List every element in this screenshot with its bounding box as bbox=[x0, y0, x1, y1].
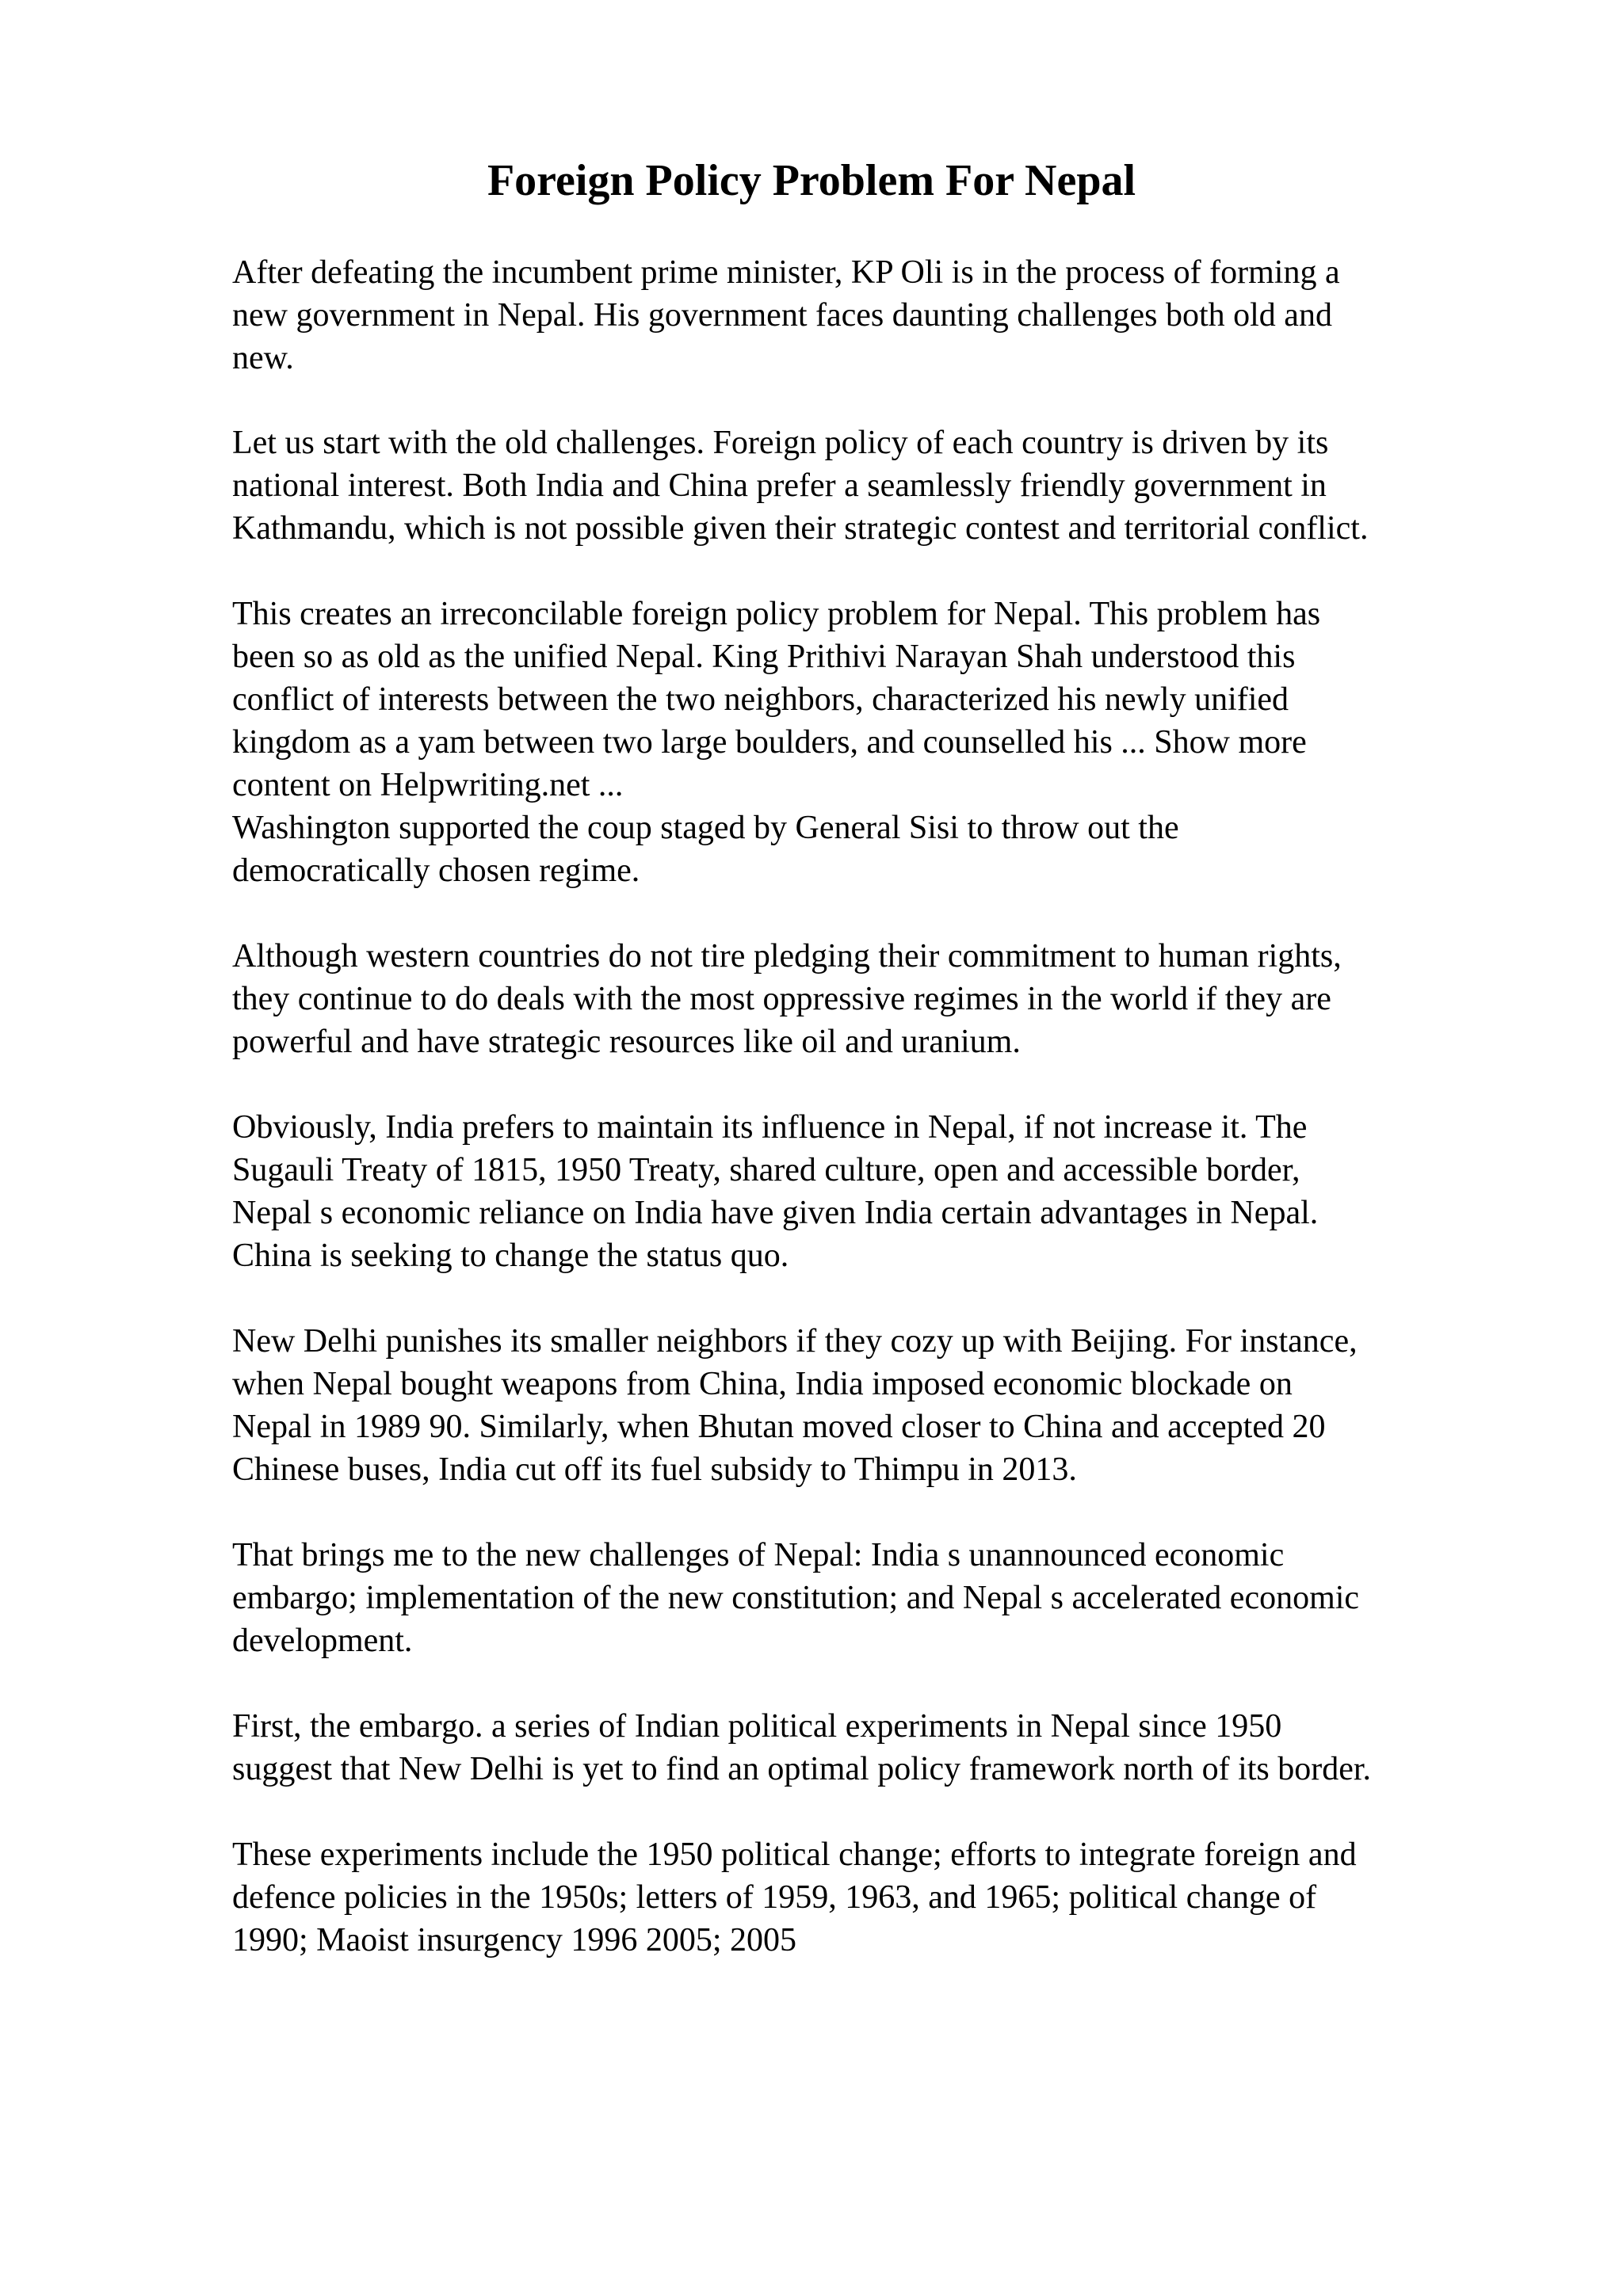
paragraph-7 bbox=[232, 1534, 1595, 1662]
paragraph-4 bbox=[232, 935, 1595, 1063]
text-line: conflict of interests between the two neighbors, characterized his newly unified bbox=[232, 681, 1289, 718]
text-line: defence policies in the 1950s; letters of 1959, 1963, and 1965; political change of bbox=[232, 1879, 1317, 1916]
text-line: These experiments include the 1950 political change; efforts to integrate foreign and bbox=[232, 1836, 1357, 1873]
text-line: New Delhi punishes its smaller neighbors if they cozy up with Beijing. For instance, bbox=[232, 1323, 1358, 1360]
paragraph-8 bbox=[232, 1705, 1595, 1791]
text-line: Nepal s economic reliance on India have given India certain advantages in Nepal. bbox=[232, 1195, 1319, 1231]
text-line: Let us start with the old challenges. Foreign policy of each country is driven by its bbox=[232, 425, 1329, 461]
paragraph-1 bbox=[232, 251, 1595, 379]
paragraph-6 bbox=[232, 1320, 1595, 1491]
text-line: After defeating the incumbent prime minister, KP Oli is in the process of forming a bbox=[232, 254, 1340, 291]
text-line: content on Helpwriting.net ... bbox=[232, 767, 624, 803]
paragraph-3 bbox=[232, 593, 1595, 892]
text-line: Although western countries do not tire pledging their commitment to human rights, bbox=[232, 938, 1342, 974]
text-line: Sugauli Treaty of 1815, 1950 Treaty, shared culture, open and accessible border, bbox=[232, 1152, 1300, 1188]
text-line: First, the embargo. a series of Indian political experiments in Nepal since 1950 bbox=[232, 1708, 1282, 1745]
text-line: Chinese buses, India cut off its fuel subsidy to Thimpu in 2013. bbox=[232, 1451, 1077, 1488]
text-line: China is seeking to change the status quo. bbox=[232, 1238, 789, 1274]
paragraph-9 bbox=[232, 1833, 1595, 1962]
text-line: embargo; implementation of the new constitution; and Nepal s accelerated economic bbox=[232, 1580, 1360, 1616]
paragraph-2 bbox=[232, 421, 1595, 550]
text-line: suggest that New Delhi is yet to find an optimal policy framework north of its border. bbox=[232, 1751, 1372, 1787]
text-line: Obviously, India prefers to maintain its influence in Nepal, if not increase it. The bbox=[232, 1109, 1308, 1146]
text-line: development. bbox=[232, 1623, 413, 1659]
text-line: been so as old as the unified Nepal. King Prithivi Narayan Shah understood this bbox=[232, 639, 1296, 675]
text-line: new government in Nepal. His government faces daunting challenges both old and bbox=[232, 297, 1332, 334]
text-line: Washington supported the coup staged by General Sisi to throw out the bbox=[232, 810, 1179, 846]
text-line: democratically chosen regime. bbox=[232, 852, 640, 889]
text-line: 1990; Maoist insurgency 1996 2005; 2005 bbox=[232, 1922, 797, 1958]
text-line: Nepal in 1989 90. Similarly, when Bhutan moved closer to China and accepted 20 bbox=[232, 1409, 1326, 1445]
text-line: Kathmandu, which is not possible given their strategic contest and territorial conflict. bbox=[232, 510, 1369, 547]
paragraph-5 bbox=[232, 1106, 1595, 1277]
text-line: kingdom as a yam between two large boulders, and counselled his ... Show more bbox=[232, 724, 1307, 761]
text-line: new. bbox=[232, 340, 294, 376]
text-line: That brings me to the new challenges of Nepal: India s unannounced economic bbox=[232, 1537, 1285, 1573]
text-line: they continue to do deals with the most oppressive regimes in the world if they are bbox=[232, 981, 1331, 1017]
text-line: powerful and have strategic resources like oil and uranium. bbox=[232, 1024, 1021, 1060]
document-title: Foreign Policy Problem For Nepal bbox=[487, 156, 1136, 205]
text-line: when Nepal bought weapons from China, India imposed economic blockade on bbox=[232, 1366, 1293, 1402]
text-line: This creates an irreconcilable foreign policy problem for Nepal. This problem has bbox=[232, 596, 1321, 632]
text-line: national interest. Both India and China prefer a seamlessly friendly government in bbox=[232, 467, 1327, 504]
